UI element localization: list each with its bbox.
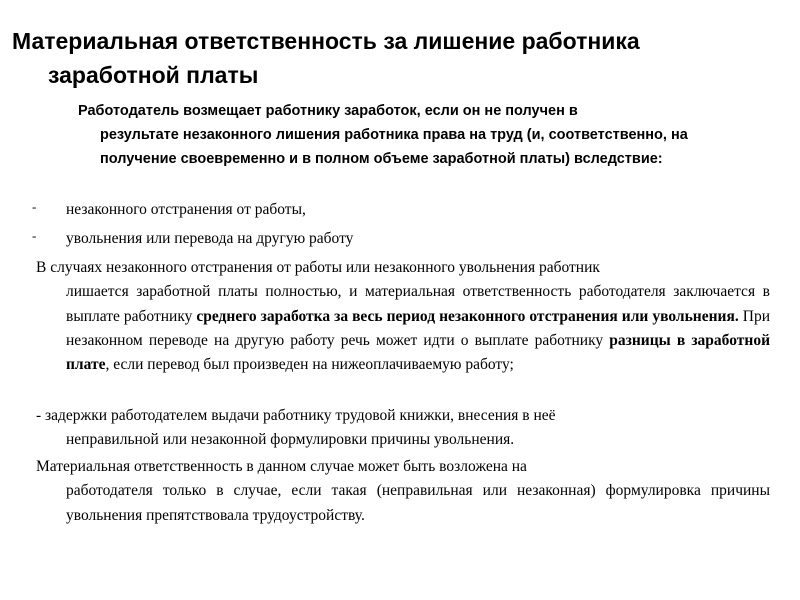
bullet-list xyxy=(30,198,770,256)
paragraph-first-line: В случаях незаконного отстранения от работы или незаконного увольнения работник xyxy=(36,259,600,276)
slide-title xyxy=(12,24,772,92)
paragraph-continuation xyxy=(36,280,770,377)
paragraph-liability xyxy=(36,455,770,528)
bold-salary-difference: разницы в заработной плате xyxy=(66,331,770,374)
list-item xyxy=(30,198,770,227)
text-run: , если перевод был произведен на нижеоплачиваемую работу; xyxy=(105,356,514,374)
text-run: лишается заработной платы полностью, и материальная ответственность работодателя заключается в выплате работнику xyxy=(66,283,770,325)
title-line-1: Материальная ответственность за лишение работника xyxy=(12,28,640,54)
bullet-text: увольнения или перевода на другую работу xyxy=(66,230,354,247)
bullet-marker: - xyxy=(32,228,37,243)
intro-first-line: Работодатель возмещает работнику заработок, если он не получен в xyxy=(78,103,578,119)
bullet-text: незаконного отстранения от работы, xyxy=(66,201,306,218)
paragraph-work-book-delay xyxy=(36,404,770,453)
paragraph-dismissal xyxy=(36,256,770,377)
paragraph-first-line: - задержки работодателем выдачи работнику трудовой книжки, внесения в неё xyxy=(36,407,556,424)
paragraph-continuation: работодателя только в случае, если такая (неправильная или незаконная) формулировка причины увольнения препятствовала трудоустройству. xyxy=(66,482,770,524)
bullet-marker: - xyxy=(32,199,37,214)
intro-paragraph xyxy=(78,99,718,171)
title-line-2: заработной платы xyxy=(48,62,259,88)
text-run: При незаконном переводе на другую работу речь может идти о выплате работнику xyxy=(66,307,770,349)
paragraph-continuation: неправильной или незаконной формулировки причины увольнения. xyxy=(66,431,515,449)
intro-rest: результате незаконного лишения работника права на труд (и, соответственно, на получение своевременно и в полном объеме заработной платы) вследствие: xyxy=(100,127,688,167)
list-item xyxy=(30,227,770,256)
paragraph-first-line: Материальная ответственность в данном случае может быть возложена на xyxy=(36,458,527,475)
bold-average-earnings: среднего заработка за весь период незаконного отстранения или увольнения. xyxy=(196,307,739,325)
